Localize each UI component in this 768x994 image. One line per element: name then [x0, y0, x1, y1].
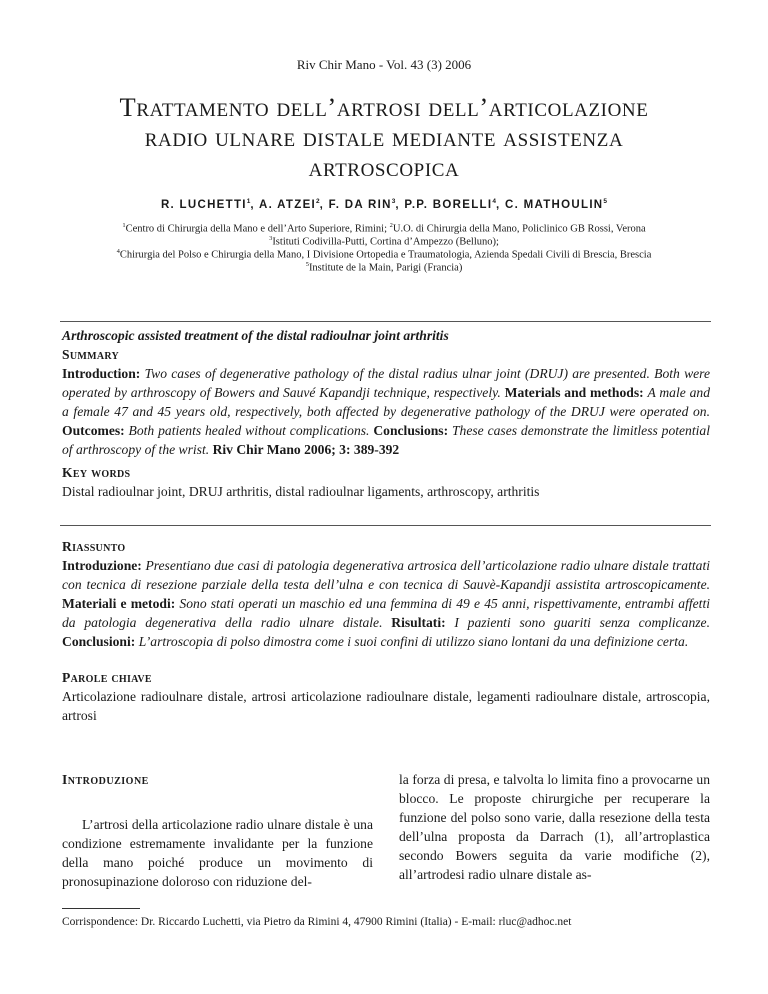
correspondence-footnote: Corrispondence: Dr. Riccardo Luchetti, via Pietro da Rimini 4, 47900 Rimini (Italia) - E-mail: rluc@adhoc.net [62, 916, 572, 928]
english-keywords [62, 463, 710, 501]
keywords-heading: Key words [62, 465, 131, 480]
summary-text: Introduction: Two cases of degenerative pathology of the distal radius ulnar joint (DRUJ) are presented. Both were operated by arthroscopy of Bowers and Sauvé Kapandji technique, respectively. Materials and methods: A male and a female 47 and 45 years old, respectively, both affected by degenerative pathology of the DRUJ were operated on. Outcomes: Both patients healed without complications. Conclusions: These cases demonstrate the limitless potential of arthroscopy of the wrist. Riv Chir Mano 2006; 3: 389-392 [62, 366, 710, 457]
divider [60, 525, 711, 526]
parole-chiave-text: Articolazione radioulnare distale, artrosi articolazione radioulnare distale, legamenti radioulnare distale, artroscopia, artrosi [62, 689, 710, 723]
affiliation-line-4: $^5$Institute de la Main, Parigi (Francia) [305, 261, 463, 274]
affiliation-line-1: $^1$Centro di Chirurgia della Mano e dell’Arto Superiore, Rimini; $^2$U.O. di Chirurgia della Mano, Policlinico GB Rossi, Verona [122, 222, 646, 235]
title-line-1: Trattamento dell’artrosi dell’articolazione [119, 92, 649, 122]
title-line-2: radio ulnare distale mediante assistenza [144, 122, 624, 152]
author: C. MATHOULIN [504, 198, 604, 211]
keywords-text: Distal radioulnar joint, DRUJ arthritis, distal radioulnar ligaments, arthroscopy, arthritis [62, 484, 540, 499]
affiliation-line-3: $^4$Chirurgia del Polso e Chirurgia della Mano, I Divisione Ortopedia e Traumatologia, Azienda Spedali Civili di Brescia, Brescia [116, 248, 652, 261]
riassunto-heading: Riassunto [62, 539, 126, 554]
paragraph: L’artrosi della articolazione radio ulnare distale è una condizione estremamente invalidante per la funzione della mano poiché produce un movimento di pronosupinazione doloroso con riduzione del- [62, 817, 373, 889]
title-line-3: artroscopica [308, 152, 460, 182]
body-column-right [399, 770, 710, 884]
affiliation-line-2: $^3$Istituti Codivilla-Putti, Cortina d’Ampezzo (Belluno); [269, 235, 499, 248]
section-heading: Introduzione [62, 772, 149, 787]
running-header: Riv Chir Mano - Vol. 43 (3) 2006 [296, 57, 472, 72]
body-column-left [62, 770, 373, 891]
author: A. ATZEI [259, 198, 317, 211]
english-abstract [62, 326, 710, 459]
summary-heading: Summary [62, 347, 120, 362]
author-list: R. LUCHETTI$^1$, A. ATZEI$^2$, F. DA RIN$^3$, P.P. BORELLI$^4$, C. MATHOULIN$^5$ [160, 198, 608, 211]
divider [60, 321, 711, 322]
author: P.P. BORELLI [404, 198, 493, 211]
parole-chiave-heading: Parole chiave [62, 670, 152, 685]
italian-abstract [62, 537, 710, 651]
author: F. DA RIN [328, 198, 392, 211]
english-title: Arthroscopic assisted treatment of the distal radioulnar joint arthritis [62, 328, 449, 343]
riassunto-text: Introduzione: Presentiano due casi di patologia degenerativa artrosica dell’articolazione radio ulnare distale trattati con tecnica di resezione parziale della testa dell’ulna e con tecnica di Sauvè-Kapandji assistita artroscopicamente. Materiali e metodi: Sono stati operati un maschio ed una femmina di 49 e 45 anni, rispettivamente, entrambi affetti da patologia degenerativa della radio ulnare distale. Risultati: I pazienti sono guariti senza complicanze. Conclusioni: L’artroscopia di polso dimostra come i suoi confini di utilizzo siano lontani da una definizione certa. [62, 558, 710, 649]
paragraph: la forza di presa, e talvolta lo limita fino a provocarne un blocco. Le proposte chirurgiche per recuperare la funzione del polso sono varie, dalla resezione della testa dell’ulna proposta da Darrach (1), all’artroplastica secondo Bowers seguita da varie modifiche (2), all’artrodesi radio ulnare distale as- [399, 772, 710, 882]
article-title [40, 92, 728, 182]
italian-keywords [62, 668, 710, 725]
footnote-rule [62, 908, 140, 909]
author: R. LUCHETTI [160, 198, 247, 211]
